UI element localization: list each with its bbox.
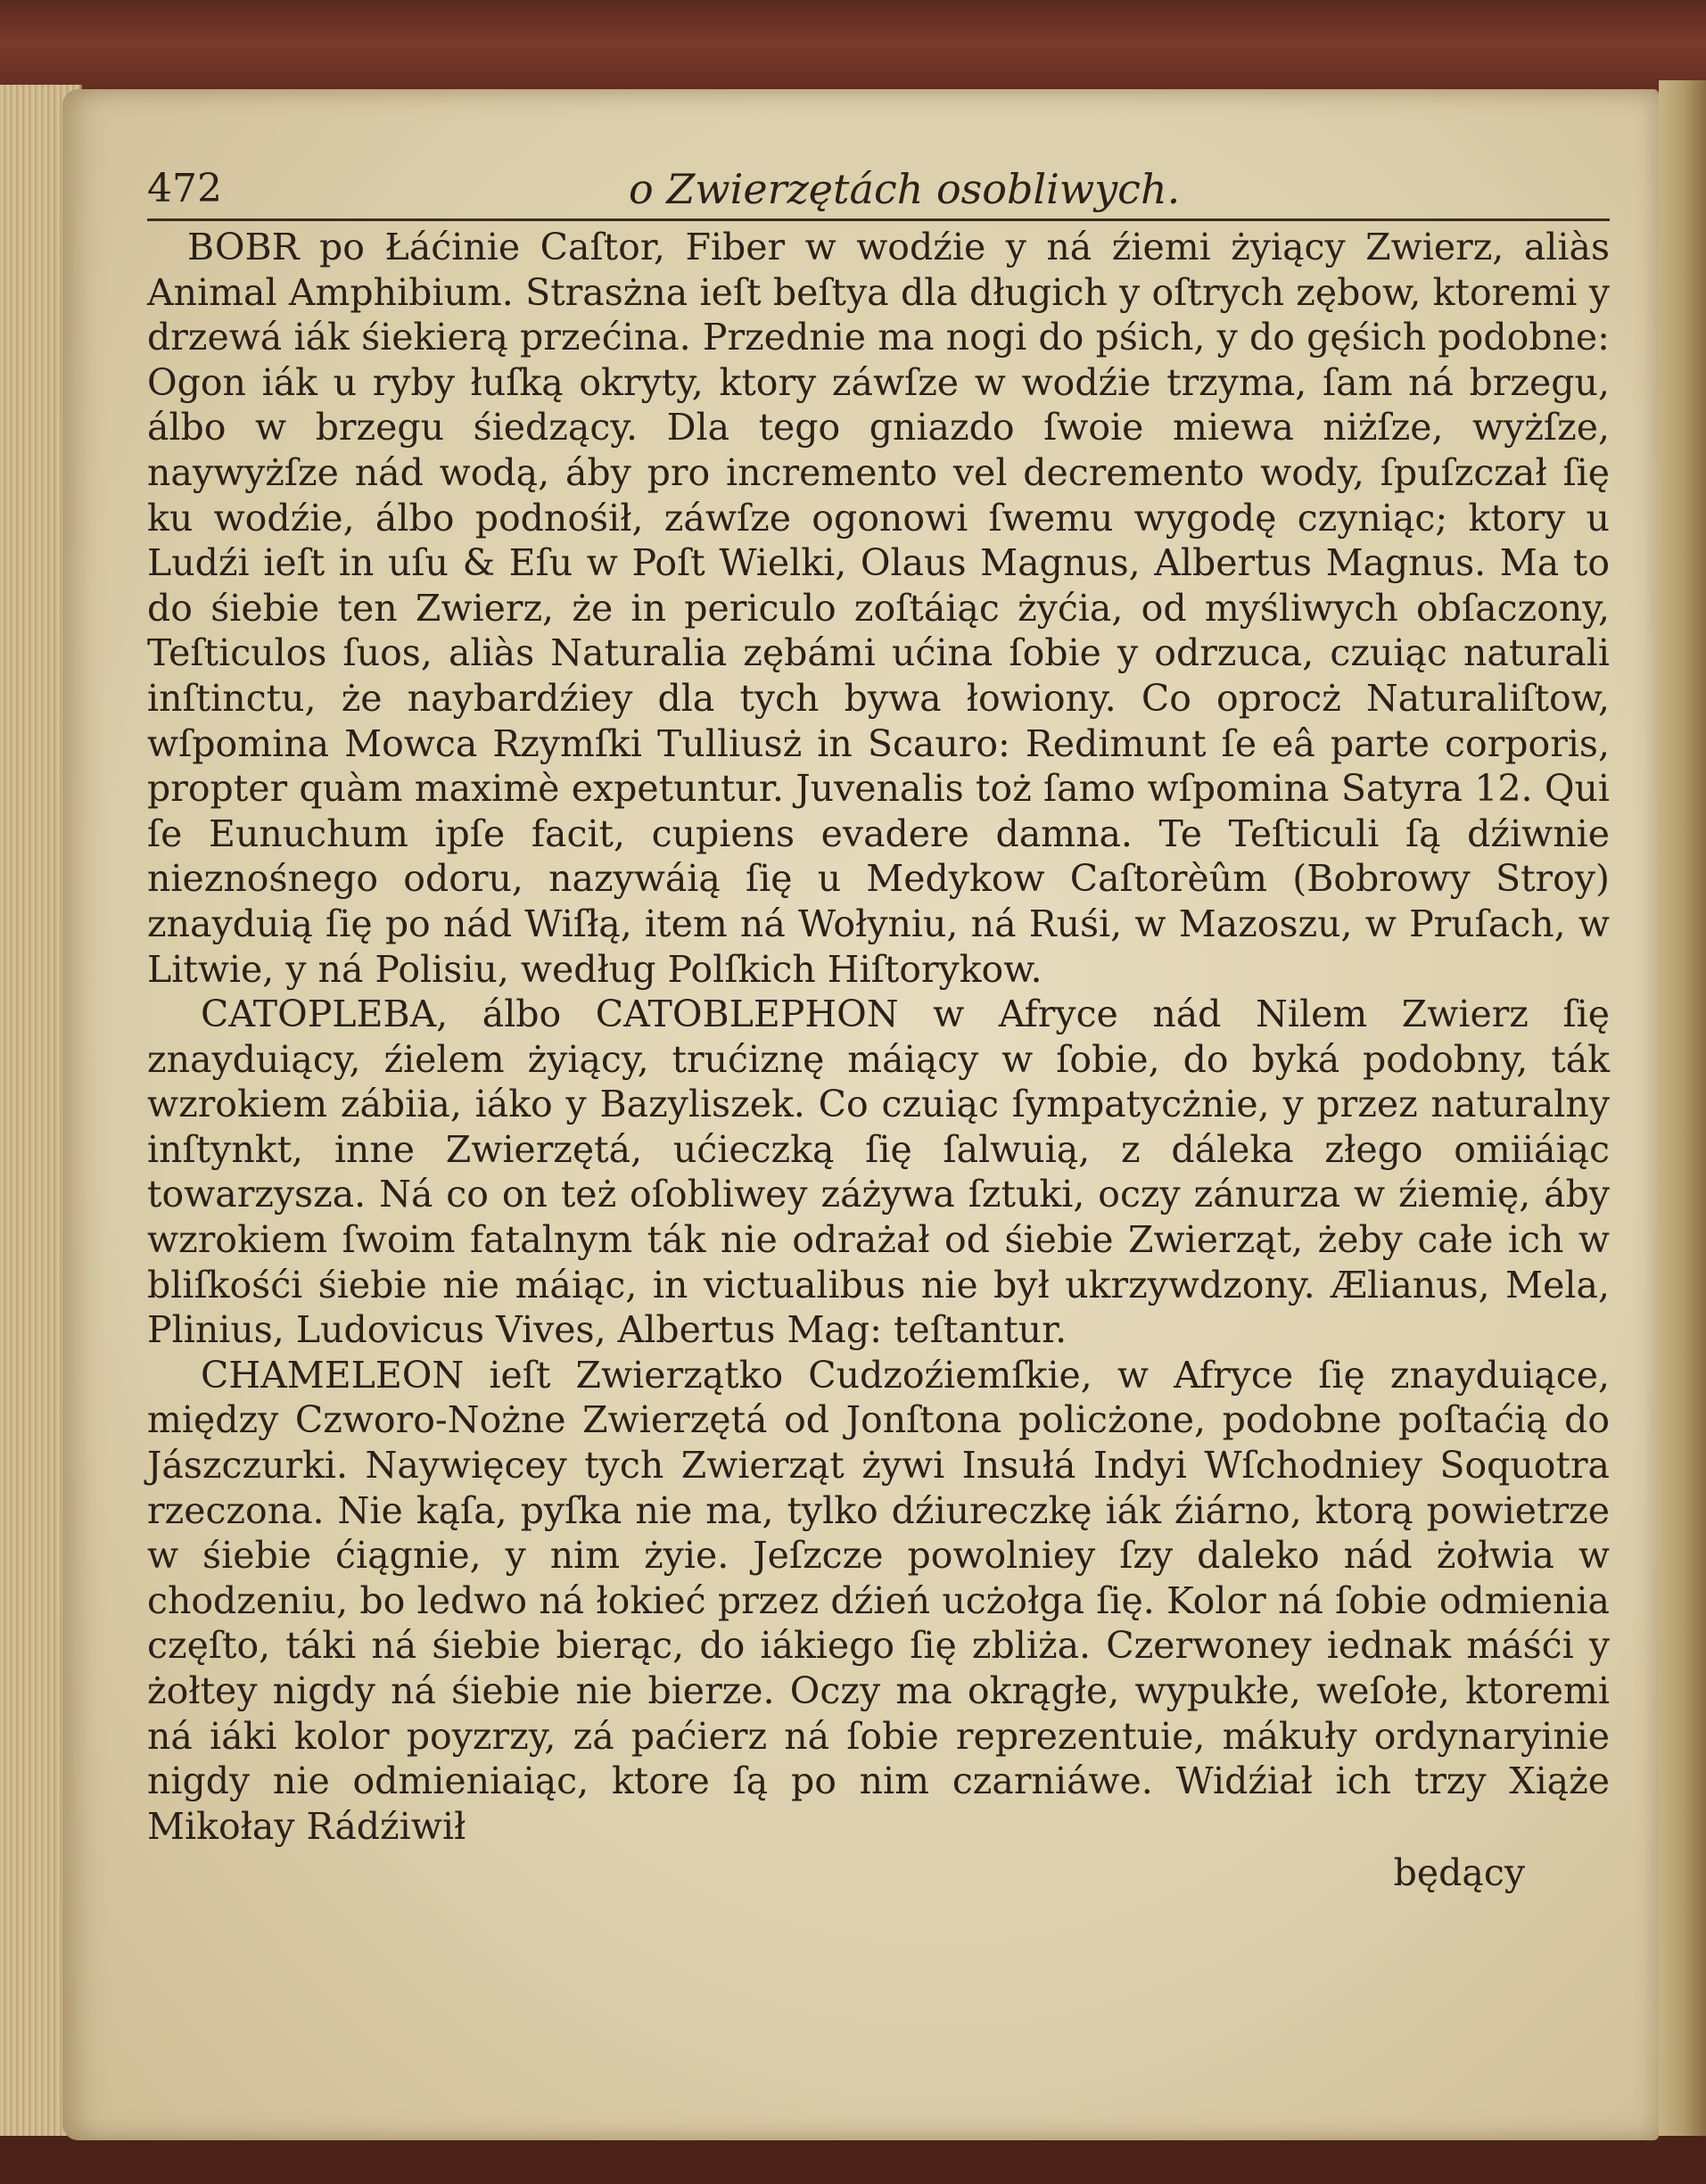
catchword: będący	[1393, 1851, 1525, 1895]
paragraph-catopleba: CATOPLEBA, álbo CATOBLEPHON w Afryce nád Nilem Zwierz ſię znayduiący, źielem żyiący, trućiznę máiący w ſobie, do byká podobny, ták wzrokiem zábiia, iáko y Bazyliszek. Co czuiąc ſympatycżnie, y przez naturalny inſtynkt, inne Zwierzętá, ućieczką ſię ſalwuią, z dáleka złego omiiáiąc towarzysza. Ná co on też oſobliwey záżywa ſztuki, oczy zánurza w źiemię, áby wzrokiem ſwoim fatalnym ták nie odrażał od śiebie Zwierząt, żeby całe ich w bliſkośći śiebie nie máiąc, in victualibus nie był ukrzywdzony. Ælianus, Mela, Plinius, Ludovicus Vives, Albertus Mag: teſtantur.	[147, 993, 1610, 1352]
page-header	[147, 165, 1610, 221]
paragraph-bobr: BOBR po Łáćinie Caſtor, Fiber w wodźie y ná źiemi żyiący Zwierz, aliàs Animal Amphibium. Strasżna ieſt beſtya dla długich y oſtrych zębow, ktoremi y drzewá iák śiekierą przećina. Przednie ma nogi do pśich, y do gęśich podobne: Ogon iák u ryby łuſką okryty, ktory záwſze w wodźie trzyma, ſam ná brzegu, álbo w brzegu śiedzący. Dla tego gniazdo ſwoie miewa niżſze, wyżſze, naywyżſze nád wodą, áby pro incremento vel decremento wody, ſpuſzczał ſię ku wodźie, álbo podnośił, záwſze ogonowi ſwemu wygodę czyniąc; ktory u Ludźi ieſt in uſu & Eſu w Poſt Wielki, Olaus Magnus, Albertus Magnus. Ma to do śiebie ten Zwierz, że in periculo zoſtáiąc żyćia, od myśliwych obſaczony, Teſticulos ſuos, aliàs Naturalia zębámi ućina ſobie y odrzuca, czuiąc naturali inſtinctu, że naybardźiey dla tych bywa łowiony. Co oprocż Naturaliſtow, wſpomina Mowca Rzymſki Tulliusż in Scauro: Redimunt ſe eâ parte corporis, propter quàm maximè expetuntur. Juvenalis toż ſamo wſpomina Satyra 12. Qui ſe Eunuchum ipſe facit, cupiens evadere damna. Te Teſticuli ſą dźiwnie nieznośnego odoru, nazywáią ſię u Medykow Caſtorèûm (Bobrowy Stroy) znayduią ſię po nád Wiſłą, item ná Wołyniu, ná Ruśi, w Mazoszu, w Pruſach, w Litwie, y ná Polisiu, według Polſkich Hiſtorykow.	[147, 226, 1610, 991]
paragraph-chameleon: CHAMELEON ieſt Zwierzątko Cudzoźiemſkie, w Afryce ſię znayduiące, między Czworo-Nożne Zwierzętá od Jonſtona policżone, podobne poſtaćią do Jászczurki. Naywięcey tych Zwierząt żywi Insułá Indyi Wſchodniey Soquotra rzeczona. Nie kąſa, pyſka nie ma, tylko dźiureczkę iák źiárno, ktorą powietrze w śiebie ćiągnie, y nim żyie. Jeſzcze powolniey ſzy daleko nád żołwia w chodzeniu, bo ledwo ná łokieć przez dźień ucżołga ſię. Kolor ná ſobie odmienia częſto, táki ná śiebie bierąc, do iákiego ſię zbliża. Czerwoney iednak máśći y żołtey nigdy ná śiebie nie bierze. Oczy ma okrągłe, wypukłe, weſołe, ktoremi ná iáki kolor poyzrzy, zá paćierz ná ſobie reprezentuie, mákuły ordynaryinie nigdy nie odmieniaiąc, ktore ſą po nim czarniáwe. Widźiał ich trzy Xiąże Mikołay Rádźiwił	[147, 1353, 1610, 1848]
page-number: 472	[147, 166, 222, 211]
book-right-edge	[1659, 80, 1706, 2140]
running-title: o Zwierzętách osobliwych.	[629, 165, 1181, 213]
book-cover-top	[0, 0, 1706, 98]
book-cover-bottom	[0, 2136, 1706, 2184]
page-text	[147, 165, 1610, 1896]
